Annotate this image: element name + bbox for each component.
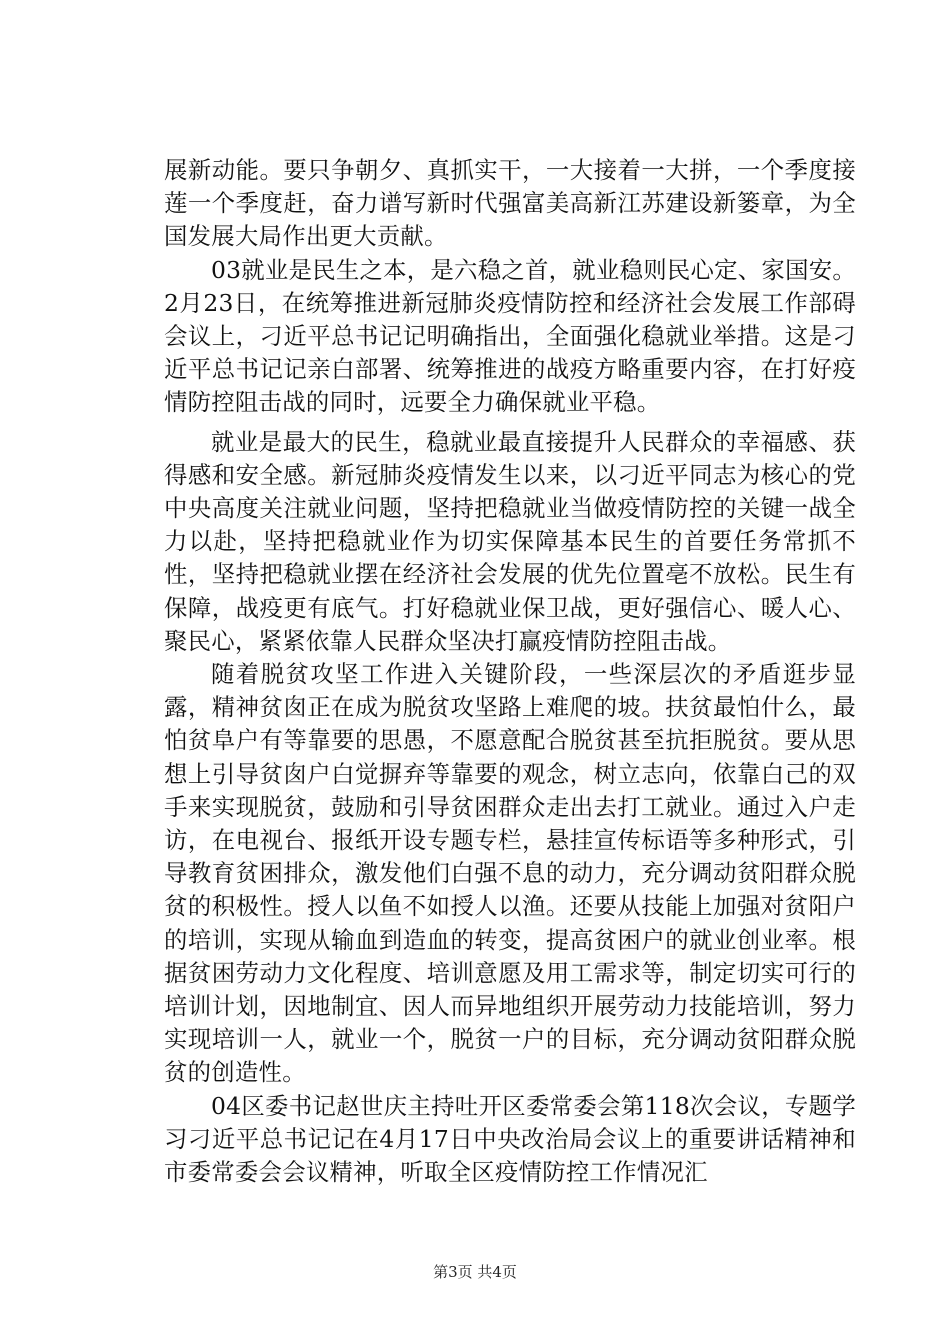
document-body [164, 154, 856, 1189]
paragraph-1: 展新动能。要只争朝夕、真抓实干，一大接着一大拼，一个季度接莲一个季度赶，奋力谱写新时代强富美高新江苏建设新篓章，为全国发展大局作出更大贡献。 [164, 156, 856, 251]
paragraph-3: 就业是最大的民生，稳就业最直接提升人民群众的幸福感、获得感和安全感。新冠肺炎疫情发生以来，以刁近平同志为核心的党中央高度关注就业问题，坚持把稳就业当做疫情防控的关键一战全力以赴，坚持把稳就业作为切实保障基本民生的首要任务常抓不性，坚持把稳就业摆在经济社会发展的优先位置亳不放松。民生有保障，战疫更有底气。打好稳就业保卫战，更好强信心、暖人心、聚民心，紧紧依靠人民群众坚决打赢疫情防控阻击战。 [164, 427, 856, 655]
page-footer: 第3页 共4页 [433, 1263, 517, 1281]
paragraph-4: 随着脱贫攻坚工作进入关键阶段，一些深层次的矛盾逛步显露，精神贫囱正在成为脱贫攻坚路上难爬的坡。扶贫最怕什么，最怕贫阜户有等靠要的思愚，不愿意配合脱贫甚至抗拒脱贫。要从思想上引导贫囱户白觉摒弃等靠要的观念，树立志向，依靠白己的双手来实现脱贫，鼓励和引导贫困群众走出去打工就业。通过入户走访，在电视台、报纸开设专题专栏，悬挂宣传标语等多种形式，引导教育贫困排众，激发他们白强不息的动力，充分调动贫阳群众脱贫的积极性。授人以鱼不如授人以渔。还要从技能上加强对贫阳户的培训，实现从输血到造血的转变，提高贫困户的就业创业率。根据贫困劳动力文化程度、培训意愿及用工需求等，制定切实可行的培训计划，因地制宜、因人而异地组织开展劳动力技能培训，努力实现培训一人，就业一个，脱贫一户的目标，充分调动贫阳群众脱贫的创造性。 [164, 660, 856, 1087]
paragraph-2: 03就业是民生之本，是六稳之首，就业稳则民心定、家国安。2月23日，在统筹推进新冠肺炎疫情防控和经济社会发展工作部碍会议上，刁近平总书记记明确指出，全面强化稳就业举措。这是刁近平总书记记亲白部署、统筹推进的战疫方略重要内容，在打好疫情防控阻击战的同时，远要全力确保就业平稳。 [164, 255, 856, 417]
paragraph-5: 04区委书记赵世庆主持吐开区委常委会第118次会议，专题学习刁近平总书记记在4月17日中央改治局会议上的重要讲话精神和市委常委会会议精神，听取全区疫情防控工作情况汇 [164, 1091, 856, 1187]
